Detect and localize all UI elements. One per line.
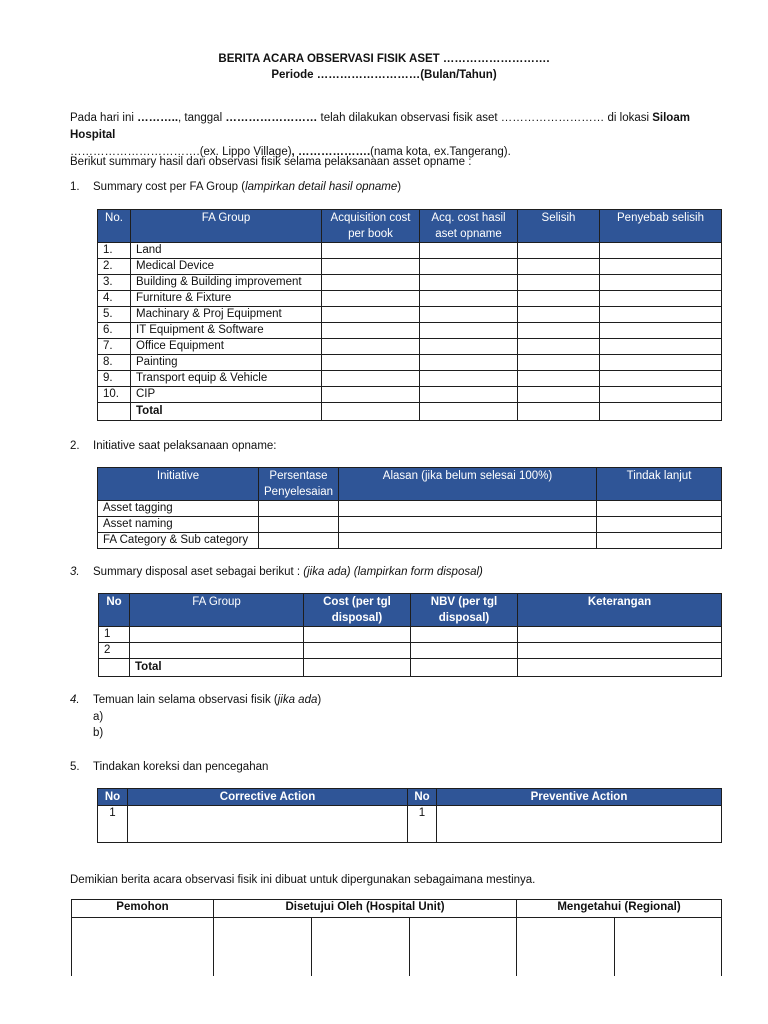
empty-cell: [597, 501, 722, 517]
empty-cell: [322, 355, 420, 371]
empty-cell: [322, 259, 420, 275]
initiative-table: [97, 467, 722, 549]
signature-box: [615, 918, 722, 976]
table-row: [98, 307, 722, 323]
total-row: [99, 659, 722, 677]
empty-cell: [518, 307, 600, 323]
finding-item-a: a): [93, 711, 104, 723]
intro-text: ,: [291, 146, 298, 158]
table-row: [98, 387, 722, 403]
corrective-preventive-table: [97, 788, 722, 843]
section-label: Initiative saat pelaksanaan opname:: [93, 440, 277, 452]
document-period: Periode ………………………(Bulan/Tahun): [271, 69, 497, 81]
empty-cell: [518, 403, 600, 421]
fa-group-cell: Painting: [131, 355, 322, 371]
empty-cell: [600, 275, 722, 291]
table-row: [98, 243, 722, 259]
col-header-no: No.: [98, 210, 131, 243]
col-header-alasan: Alasan (jika belum selesai 100%): [339, 468, 597, 501]
empty-cell: [600, 371, 722, 387]
empty-cell: [600, 323, 722, 339]
row-number: 2.: [98, 259, 131, 275]
row-number: 1: [99, 627, 130, 643]
table-row: [99, 643, 722, 659]
empty-cell: [322, 291, 420, 307]
col-header-initiative: Initiative: [98, 468, 259, 501]
empty-cell: [420, 307, 518, 323]
row-number: 2: [99, 643, 130, 659]
fa-group-cell: Furniture & Fixture: [131, 291, 322, 307]
intro-text: , tanggal: [178, 112, 226, 124]
fa-group-summary-table: [97, 209, 722, 421]
intro-location-blank: …………………………….: [70, 146, 200, 158]
section-label: Summary disposal aset sebagai berikut :: [93, 566, 304, 578]
total-label: Total: [131, 403, 322, 421]
empty-cell: [322, 371, 420, 387]
col-header-fa-group: FA Group: [131, 210, 322, 243]
empty-cell: [600, 243, 722, 259]
intro-text: (nama kota, ex.Tangerang).: [370, 146, 511, 158]
signature-box: [214, 918, 312, 976]
empty-cell: [518, 627, 722, 643]
col-header-fa-group: FA Group: [130, 594, 304, 627]
empty-cell: [322, 275, 420, 291]
section-2-heading: [70, 440, 710, 452]
empty-cell: [420, 371, 518, 387]
col-header-nbv: NBV (per tgl disposal): [411, 594, 518, 627]
section-label-note: jika ada: [277, 694, 318, 706]
signature-table: [71, 899, 722, 976]
empty-cell: [259, 533, 339, 549]
fa-group-cell: Transport equip & Vehicle: [131, 371, 322, 387]
empty-cell: [518, 243, 600, 259]
intro-text: telah dilakukan observasi fisik aset ……………………… di lokasi: [317, 112, 653, 124]
empty-cell: [600, 355, 722, 371]
empty-cell: [600, 403, 722, 421]
empty-cell: [339, 533, 597, 549]
section-4-heading: [70, 694, 710, 706]
empty-cell: [518, 659, 722, 677]
fa-group-cell: CIP: [131, 387, 322, 403]
empty-cell: [600, 259, 722, 275]
empty-cell: [518, 371, 600, 387]
col-header-acq-cost-book: Acquisition cost per book: [322, 210, 420, 243]
empty-cell: [130, 643, 304, 659]
table-row: [98, 275, 722, 291]
empty-cell: [98, 403, 131, 421]
empty-cell: [597, 533, 722, 549]
table-row: [99, 627, 722, 643]
fa-group-cell: IT Equipment & Software: [131, 323, 322, 339]
signature-box: [410, 918, 517, 976]
empty-cell: [518, 355, 600, 371]
section-number: 5.: [70, 761, 80, 773]
signature-header-mengetahui: Mengetahui (Regional): [517, 900, 722, 918]
empty-cell: [420, 355, 518, 371]
table-row: [98, 323, 722, 339]
fa-group-cell: Medical Device: [131, 259, 322, 275]
empty-cell: [600, 307, 722, 323]
section-number: 1.: [70, 181, 80, 193]
empty-cell: [99, 659, 130, 677]
empty-cell: [322, 307, 420, 323]
col-header-cost: Cost (per tgl disposal): [304, 594, 411, 627]
fa-group-cell: Land: [131, 243, 322, 259]
empty-cell: [259, 517, 339, 533]
empty-cell: [322, 403, 420, 421]
disposal-table: [98, 593, 722, 677]
empty-cell: [322, 243, 420, 259]
empty-cell: [420, 243, 518, 259]
signature-box: [312, 918, 410, 976]
col-header-acq-cost-opname: Acq. cost hasil aset opname: [420, 210, 518, 243]
row-number: 7.: [98, 339, 131, 355]
empty-cell: [411, 627, 518, 643]
signature-box: [517, 918, 615, 976]
empty-cell: [304, 659, 411, 677]
section-label: Tindakan koreksi dan pencegahan: [93, 761, 269, 773]
intro-summary-line: Berikut summary hasil dari observasi fisik selama pelaksanaan asset opname :: [70, 156, 472, 168]
section-label: Summary cost per FA Group (: [93, 181, 246, 193]
empty-cell: [518, 323, 600, 339]
section-label: Temuan lain selama observasi fisik (: [93, 694, 278, 706]
row-number: 10.: [98, 387, 131, 403]
empty-cell: [518, 387, 600, 403]
empty-cell: [420, 339, 518, 355]
table-row: [98, 259, 722, 275]
empty-cell: [420, 259, 518, 275]
empty-cell: [304, 627, 411, 643]
empty-cell: [420, 291, 518, 307]
intro-text: Pada hari ini: [70, 112, 138, 124]
empty-cell: [339, 501, 597, 517]
empty-cell: [411, 643, 518, 659]
empty-cell: [600, 291, 722, 307]
intro-city-blank: ……………….: [297, 146, 371, 158]
closing-statement: Demikian berita acara observasi fisik ini dibuat untuk dipergunakan sebagaimana mestinya.: [70, 874, 536, 886]
row-number: 6.: [98, 323, 131, 339]
col-header-no: No: [408, 789, 437, 806]
empty-cell: [322, 387, 420, 403]
section-label: ): [397, 181, 402, 193]
empty-cell: [259, 501, 339, 517]
section-label-note: lampirkan detail hasil opname: [245, 181, 398, 193]
table-row: [98, 517, 722, 533]
initiative-cell: FA Category & Sub category: [98, 533, 259, 549]
row-number: 9.: [98, 371, 131, 387]
row-number: 8.: [98, 355, 131, 371]
col-header-preventive-action: Preventive Action: [437, 789, 722, 806]
signature-header-disetujui: Disetujui Oleh (Hospital Unit): [214, 900, 517, 918]
table-row: [98, 291, 722, 307]
empty-cell: [518, 275, 600, 291]
fa-group-cell: Office Equipment: [131, 339, 322, 355]
section-3-heading: [70, 566, 710, 578]
empty-cell: [518, 291, 600, 307]
empty-cell: [600, 339, 722, 355]
row-number: 1: [98, 806, 128, 843]
empty-cell: [420, 323, 518, 339]
signature-box: [72, 918, 214, 976]
empty-cell: [420, 403, 518, 421]
col-header-corrective-action: Corrective Action: [128, 789, 408, 806]
col-header-selisih: Selisih: [518, 210, 600, 243]
empty-cell: [600, 387, 722, 403]
col-header-no: No: [99, 594, 130, 627]
signature-header-pemohon: Pemohon: [72, 900, 214, 918]
total-row: [98, 403, 722, 421]
fa-group-cell: Building & Building improvement: [131, 275, 322, 291]
section-number: 4.: [70, 694, 80, 706]
table-row: [98, 533, 722, 549]
table-row: [98, 501, 722, 517]
table-row: [98, 806, 722, 843]
section-1-heading: [70, 181, 710, 193]
section-number: 3.: [70, 566, 80, 578]
col-header-no: No: [98, 789, 128, 806]
empty-cell: [411, 659, 518, 677]
table-row: [98, 339, 722, 355]
empty-cell: [304, 643, 411, 659]
total-label: Total: [130, 659, 304, 677]
section-label: ): [317, 694, 322, 706]
col-header-persentase: Persentase Penyelesaian: [259, 468, 339, 501]
section-5-heading: [70, 761, 710, 773]
row-number: 1: [408, 806, 437, 843]
row-number: 3.: [98, 275, 131, 291]
col-header-penyebab: Penyebab selisih: [600, 210, 722, 243]
intro-day-blank: ………..: [137, 112, 179, 124]
table-row: [98, 371, 722, 387]
hospital-name: Siloam Hospital: [70, 112, 690, 141]
empty-cell: [518, 339, 600, 355]
empty-cell: [597, 517, 722, 533]
row-number: 1.: [98, 243, 131, 259]
row-number: 5.: [98, 307, 131, 323]
fa-group-cell: Machinary & Proj Equipment: [131, 307, 322, 323]
empty-cell: [130, 627, 304, 643]
empty-cell: [322, 323, 420, 339]
intro-text: (ex. Lippo Village): [199, 146, 292, 158]
col-header-keterangan: Keterangan: [518, 594, 722, 627]
empty-cell: [420, 275, 518, 291]
intro-date-blank: ……………………: [225, 112, 318, 124]
corrective-action-cell: [128, 806, 408, 843]
empty-cell: [339, 517, 597, 533]
empty-cell: [518, 643, 722, 659]
table-row: [98, 355, 722, 371]
empty-cell: [420, 387, 518, 403]
empty-cell: [322, 339, 420, 355]
empty-cell: [518, 259, 600, 275]
document-title: BERITA ACARA OBSERVASI FISIK ASET ……………………….: [218, 53, 550, 65]
finding-item-b: b): [93, 727, 104, 739]
initiative-cell: Asset naming: [98, 517, 259, 533]
col-header-tindak-lanjut: Tindak lanjut: [597, 468, 722, 501]
section-label-note: (jika ada) (lampirkan form disposal): [303, 566, 483, 578]
initiative-cell: Asset tagging: [98, 501, 259, 517]
section-number: 2.: [70, 440, 80, 452]
row-number: 4.: [98, 291, 131, 307]
preventive-action-cell: [437, 806, 722, 843]
